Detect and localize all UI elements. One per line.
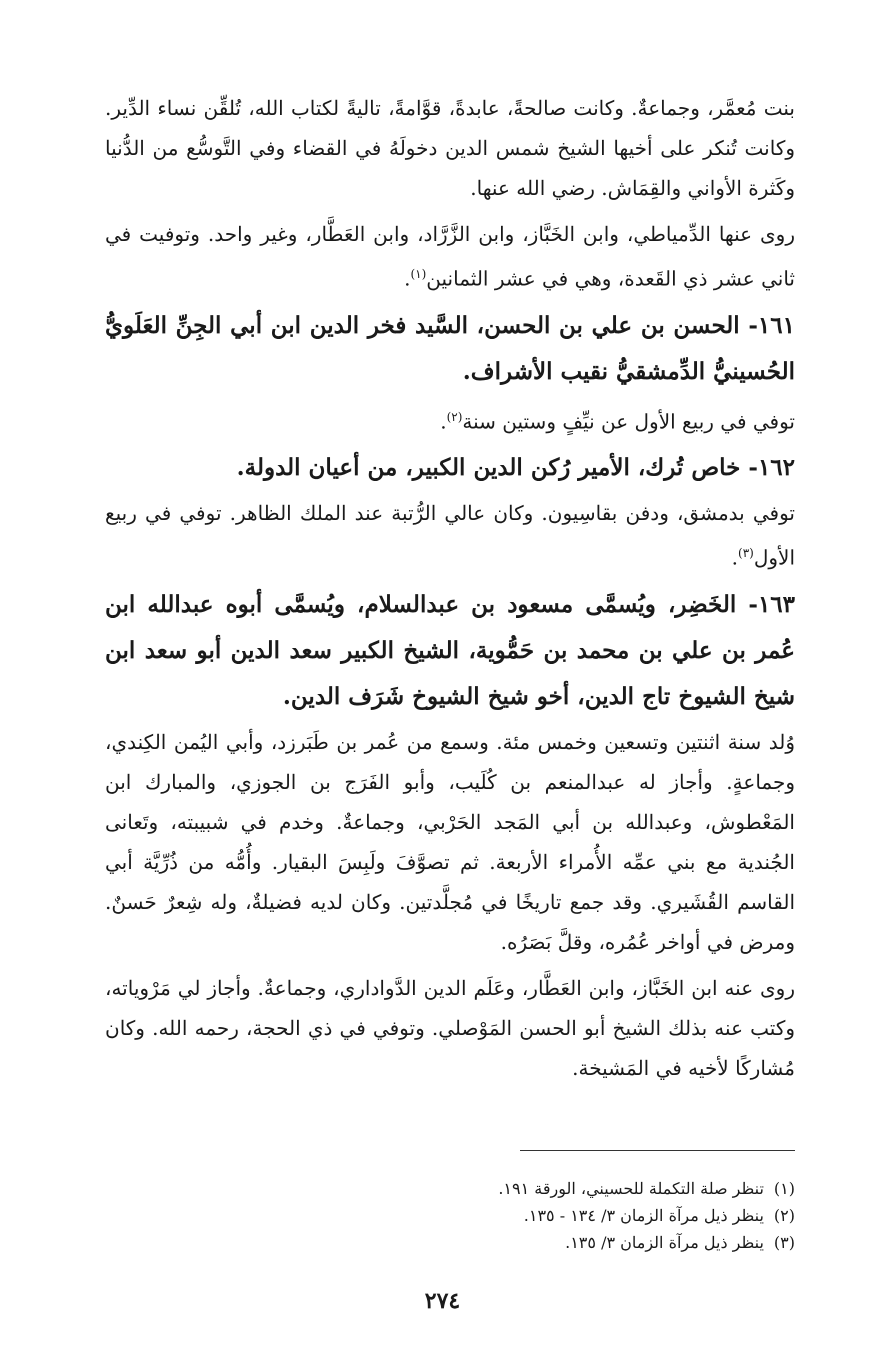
entry-161-heading bbox=[105, 303, 795, 395]
entry-162-heading bbox=[105, 445, 795, 491]
entry-161-number: ١٦١- bbox=[748, 311, 795, 339]
footnote-2-mark: (٢) bbox=[773, 1206, 795, 1225]
paragraph-3-text: توفي في ربيع الأول عن نيِّفٍ وستين سنة bbox=[462, 409, 795, 434]
footnote-ref-2[interactable]: (٢) bbox=[446, 409, 463, 424]
entry-163-number: ١٦٣- bbox=[748, 590, 795, 618]
paragraph-2: روى عنها الدِّمياطي، وابن الخَبَّاز، وابن الزَّرَّاد، وابن العَطَّار، وغير واحد. وتوفيت في ثاني عشر ذي القَعدة، وهي في عشر الثمانين$^{(١)}$. bbox=[105, 222, 795, 291]
paragraph-5-text: وُلد سنة اثنتين وتسعين وخمس مئة. وسمع من عُمر بن طَبَرزد، وأبي اليُمن الكِندي، وجماعةٍ. وأجاز له عبدالمنعم بن كُلَيب، وأبو الفَرَج بن الجوزي، والمبارك ابن المَعْطوش، وعبدالله بن أبي المَجد الحَرْبي، وجماعةٌ. وخدم في شبيبته، وتَعانى الجُندية مع بني عمِّه الأُمراء الأربعة. ثم تصوَّفَ ولَبِسَ البقيار. وأُمُّه من ذُرِّيَّة أبي القاسم القُشَيري. وقد جمع تاريخًا في مُجلَّدتين. وكان لديه فضيلةٌ، وله شِعرٌ حَسنٌ. ومرض في أواخر عُمُره، وقلَّ بَصَرُه. bbox=[105, 729, 795, 954]
footnote-2-text: ينظر ذيل مرآة الزمان ٣/ ١٣٤ - ١٣٥. bbox=[523, 1206, 764, 1225]
paragraph-4: توفي بدمشق، ودفن بقاسِيون. وكان عالي الرُّتبة عند الملك الظاهر. توفي في ربيع الأول$^{(٣)}$. bbox=[105, 501, 795, 570]
footnote-1-mark: (١) bbox=[773, 1179, 795, 1198]
paragraph-6 bbox=[105, 968, 795, 1088]
paragraph-5 bbox=[105, 722, 795, 962]
entry-162-number: ١٦٢- bbox=[748, 454, 795, 482]
footnotes bbox=[370, 1175, 795, 1256]
footnote-2 bbox=[370, 1202, 795, 1229]
footnote-ref-3[interactable]: (٣) bbox=[738, 546, 754, 561]
footnote-3-mark: (٣) bbox=[773, 1233, 795, 1252]
footnote-divider bbox=[520, 1150, 795, 1151]
entry-162-title: خاص تُرك، الأمير رُكن الدين الكبير، من أعيان الدولة. bbox=[236, 454, 741, 482]
footnote-ref-1[interactable]: (١) bbox=[410, 267, 427, 281]
footnote-1-text: تنظر صلة التكملة للحسيني، الورقة ١٩١. bbox=[498, 1179, 764, 1198]
paragraph-6-text: روى عنه ابن الخَبَّاز، وابن العَطَّار، وعَلَم الدين الدَّواداري، وجماعةٌ. وأجاز لي مَرْوياته، وكتب عنه بذلك الشيخ أبو الحسن المَوْصلي. وتوفي في ذي الحجة، رحمه الله. وكان مُشاركًا لأخيه في المَشيخة. bbox=[105, 975, 795, 1080]
paragraph-4-text: توفي بدمشق، ودفن بقاسِيون. وكان عالي الرُّتبة عند الملك الظاهر. توفي في ربيع الأول bbox=[105, 501, 795, 570]
paragraph-1 bbox=[105, 88, 795, 208]
page-number: ٢٧٤ bbox=[424, 1288, 461, 1314]
entry-163-title: الخَضِر، ويُسمَّى مسعود بن عبدالسلام، ويُسمَّى أبوه عبدالله ابن عُمر بن علي بن محمد بن حَمُّوية، الشيخ الكبير سعد الدين أبو سعد ابن شيخ الشيوخ تاج الدين، أخو شيخ الشيوخ شَرَف الدين. bbox=[105, 590, 795, 710]
paragraph-3: توفي في ربيع الأول عن نيِّفٍ وستين سنة$^{(٢)}$. bbox=[440, 409, 795, 434]
entry-163-heading bbox=[105, 582, 795, 720]
footnote-3-text: ينظر ذيل مرآة الزمان ٣/ ١٣٥. bbox=[565, 1233, 764, 1252]
footnote-1 bbox=[370, 1175, 795, 1202]
footnote-3 bbox=[370, 1229, 795, 1256]
main-text bbox=[105, 88, 795, 1088]
paragraph-2-text: روى عنها الدِّمياطي، وابن الخَبَّاز، وابن الزَّرَّاد، وابن العَطَّار، وغير واحد. وتوفيت في ثاني عشر ذي القَعدة، وهي في عشر الثمانين bbox=[105, 222, 795, 291]
paragraph-1-text: بنت مُعمَّر، وجماعةٌ. وكانت صالحةً، عابدةً، قوَّامةً، تاليةً لكتاب الله، تُلقِّن نساء الدِّير. وكانت تُنكر على أخيها الشيخ شمس الدين دخولَهُ في القضاء وفي التَّوسُّع من الدُّنيا وكَثرة الأواني والقِمَاش. رضي الله عنها. bbox=[105, 96, 795, 200]
entry-161-title: الحسن بن علي بن الحسن، السَّيد فخر الدين ابن أبي الجِنِّ العَلَويُّ الحُسينيُّ الدِّمشقيُّ نقيب الأشراف. bbox=[105, 311, 795, 385]
